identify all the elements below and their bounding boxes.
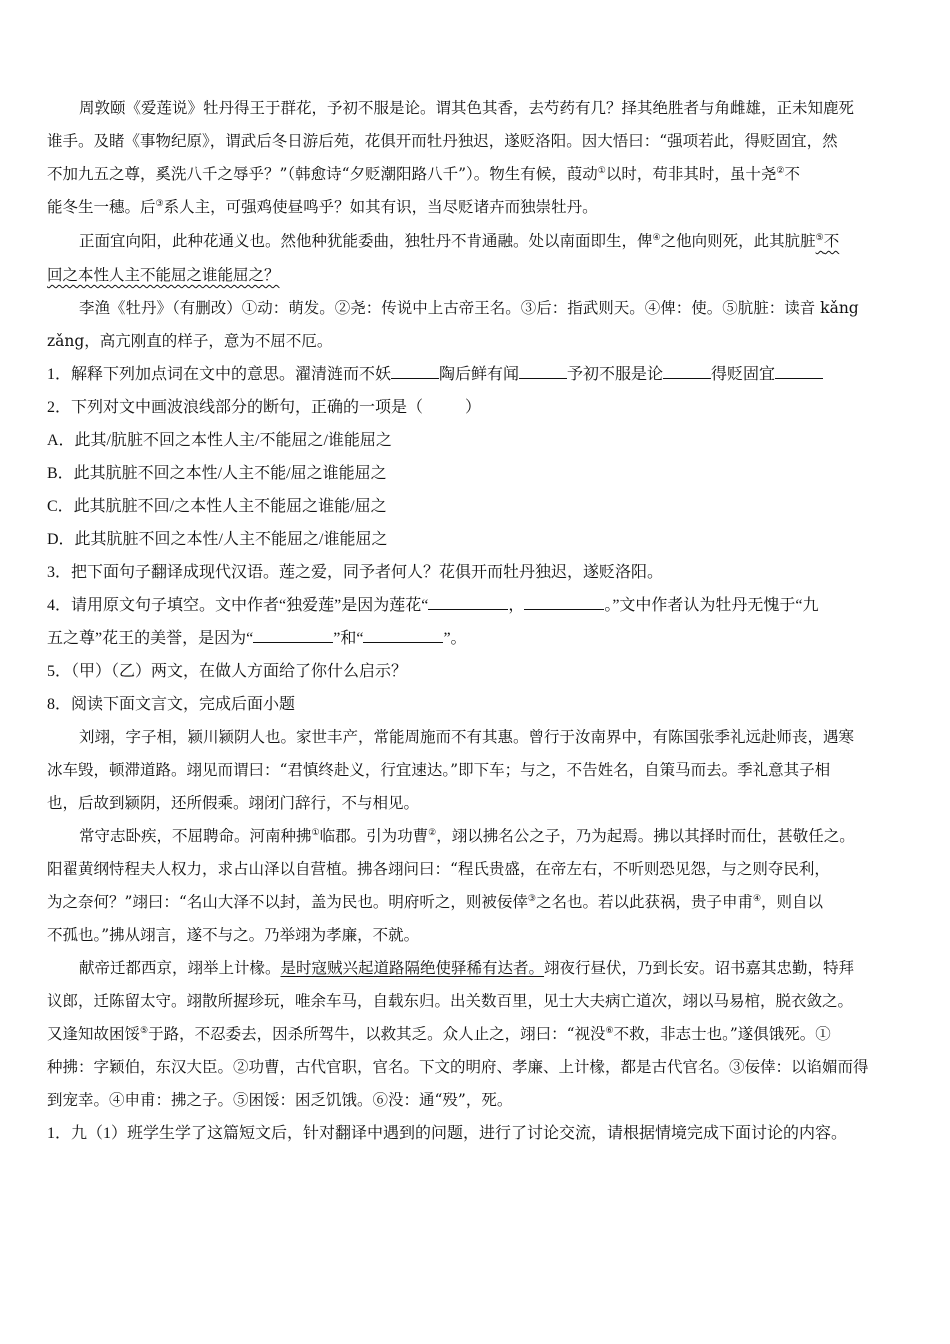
text: 4．请用原文句子填空。文中作者“独爱莲”是因为莲花“ [47, 597, 429, 614]
text: zǎng，高亢刚直的样子，意为不屈不厄。 [47, 332, 333, 350]
answer-blank[interactable] [363, 624, 443, 643]
answer-blank[interactable] [428, 591, 508, 610]
text: 予初不服是论 [567, 366, 664, 383]
answer-blank[interactable] [663, 360, 711, 379]
passage-a-line [47, 191, 903, 224]
wavy-underlined-text: 回之本性人主不能屈之谁能屈之？ [47, 266, 280, 284]
passage-b-line [47, 1018, 903, 1051]
text: ） [465, 399, 482, 416]
passage-b-line [47, 919, 903, 952]
passage-b-line [47, 952, 903, 985]
annotation-line [47, 292, 903, 325]
passage-a-line [47, 258, 903, 292]
annotation-line [47, 325, 903, 358]
text: 不加九五之尊，奚洗八千之辱乎？”（韩愈诗“夕贬潮阳路八千”）。物生有候，葭动 [47, 165, 598, 183]
text: 之他向则死，此其肮脏 [660, 232, 816, 250]
text: 不 [823, 232, 840, 250]
text: D．此其肮脏不回之本性/人主不能屈之/谁能屈之 [47, 531, 388, 548]
passage-b-line [47, 754, 903, 787]
passage-a-line [47, 158, 903, 191]
question-5 [47, 655, 903, 688]
text: 又逢知故困馁 [47, 1025, 141, 1043]
question-1 [47, 358, 903, 391]
text: B．此其肮脏不回之本性/人主不能/屈之谁能屈之 [47, 465, 387, 482]
answer-blank[interactable] [253, 624, 333, 643]
text: 正面宜向阳，此种花通义也。然他种犹能委曲，独牡丹不肯通融。处以南面即生，俾 [79, 232, 653, 250]
text: 为之奈何？”翊曰：“名山大泽不以封，盖为民也。明府听之，则被佞倖 [47, 893, 528, 911]
footnote-marker: ⑤ [815, 232, 824, 243]
question-3 [47, 556, 903, 589]
text: 1．解释下列加点词在文中的意思。濯清涟而不妖 [47, 366, 392, 383]
text: 。”文中作者认为牡丹无愧于“九 [604, 597, 819, 614]
text: 以时，苟非其时，虽十尧 [605, 165, 777, 183]
section-8 [47, 688, 903, 1150]
passage-b-line [47, 985, 903, 1018]
passage-b-line [47, 787, 903, 820]
passage-b-line [47, 820, 903, 853]
footnote-marker: ① [597, 165, 606, 176]
footnote-marker: ③ [155, 198, 164, 209]
option-d [47, 523, 903, 556]
text: ，翊以拂名公之子，乃为起焉。拂以其择时而仕，甚敬任之。 [436, 827, 855, 845]
text: 种拂：字颖伯，东汉大臣。②功曹，古代官职，官名。下文的明府、孝廉、上计椽，都是古代官名。③佞倖：以谄媚而得 [47, 1058, 869, 1076]
answer-blank[interactable] [391, 360, 439, 379]
text: ，则自以 [761, 893, 824, 911]
text: 谁手。及睹《事物纪原》，谓武后冬日游后苑，花俱开而牡丹独迟，遂贬洛阳。因大悟曰：“强项若此，得贬固宜，然 [47, 132, 838, 150]
question-4-cont [47, 622, 903, 655]
annotation-line [47, 1051, 903, 1084]
text: 不救，非志士也。”遂俱饿死。① [613, 1025, 831, 1043]
footnote-marker: ④ [652, 232, 661, 243]
answer-blank[interactable] [519, 360, 567, 379]
footnote-marker: ② [428, 827, 437, 838]
option-c [47, 490, 903, 523]
answer-blank[interactable] [775, 360, 823, 379]
footnote-marker: ④ [752, 893, 762, 904]
document-page [47, 92, 903, 1150]
passage-a-line [47, 92, 903, 125]
question-4 [47, 589, 903, 622]
passage-b-line [47, 886, 903, 919]
text: 到宠幸。④申甫：拂之子。⑤困馁：困乏饥饿。⑥没：通“殁”，死。 [47, 1091, 513, 1109]
footnote-marker: ③ [527, 893, 536, 904]
text: 议郎，迁陈留太守。翊散所握珍玩，唯余车马，自载东归。出关数百里，见士大夫病亡道次，翊以马易棺，脱衣敛之。 [47, 992, 854, 1010]
annotation-line [47, 1084, 903, 1117]
text: A．此其/肮脏不回之本性人主/不能屈之/谁能屈之 [47, 432, 392, 449]
text: 陶后鲜有闻 [439, 366, 520, 383]
section-title [47, 688, 903, 721]
text: 2．下列对文中画波浪线部分的断句，正确的一项是（ [47, 399, 424, 416]
text: 冰车毁，顿滞道路。翊见而谓曰：“君慎终赴义，行宜速达。”即下车；与之，不告姓名，自策马而去。季礼意其子相 [47, 761, 831, 779]
text: 李渔《牡丹》（有删改）①动：萌发。②尧：传说中上古帝王名。③后：指武则天。④俾：使。⑤肮脏：读音 kǎng [79, 299, 859, 317]
passage-a [47, 92, 903, 358]
text: 得贬固宜 [711, 366, 776, 383]
text: 常守志卧疾，不屈聘命。河南种拂 [79, 827, 312, 845]
option-b [47, 457, 903, 490]
passage-b-line [47, 721, 903, 754]
underlined-sentence: 是时寇贼兴起道路隔绝使驿稀有达者。 [280, 959, 545, 977]
passage-a-line [47, 125, 903, 158]
text: 献帝迁都西京，翊举上计椽。 [79, 959, 281, 977]
text: 翊夜行昼伏，乃到长安。诏书嘉其忠勤，特拜 [544, 959, 855, 977]
text: 也，后故到颍阴，还所假乘。翊闭门辞行，不与相见。 [47, 794, 420, 812]
text: ”。 [443, 630, 467, 647]
text: 五之尊”花王的美誉，是因为“ [47, 630, 254, 647]
text: 5．（甲）（乙）两文，在做人方面给了你什么启示？ [47, 663, 408, 680]
footnote-marker: ② [776, 165, 785, 176]
text: 不 [784, 165, 800, 183]
questions-a [47, 358, 903, 688]
text: 周敦颐《爱莲说》牡丹得王于群花，予初不服是论。谓其色其香，去芍药有几？择其绝胜者与角雌雄，正未知鹿死 [79, 99, 855, 117]
text: 能冬生一穗。后 [47, 198, 156, 216]
footnote-marker: ⑥ [605, 1025, 614, 1036]
footnote-marker: ① [311, 827, 320, 838]
passage-b-line [47, 853, 903, 886]
wavy-underlined-text [816, 232, 840, 250]
section-8-question-1 [47, 1117, 903, 1150]
text: ， [508, 597, 525, 614]
text: ”和“ [333, 630, 364, 647]
text: 3．把下面句子翻译成现代汉语。莲之爱，同予者何人？花俱开而牡丹独迟，遂贬洛阳。 [47, 564, 664, 581]
text: 刘翊，字子相，颍川颍阴人也。家世丰产，常能周施而不有其惠。曾行于汝南界中，有陈国张季礼远赴师丧，遇寒 [79, 728, 855, 746]
text: 1．九（1）班学生学了这篇短文后，针对翻译中遇到的问题，进行了讨论交流，请根据情境完成下面讨论的内容。 [47, 1125, 848, 1142]
text: 不孤也。”拂从翊言，遂不与之。乃举翊为孝廉，不就。 [47, 926, 420, 944]
text: 于路，不忍委去，因杀所驾牛，以救其乏。众人止之，翊曰：“视没 [148, 1025, 606, 1043]
text: 临郡。引为功曹 [319, 827, 429, 845]
answer-blank[interactable] [524, 591, 604, 610]
footnote-marker: ⑤ [140, 1025, 149, 1036]
text: 系人主，可强鸡使昼鸣乎？如其有识，当尽贬诸卉而独崇牡丹。 [163, 198, 598, 216]
text: 之名也。若以此获祸，贵子申甫 [535, 893, 753, 911]
question-2 [47, 391, 903, 424]
option-a [47, 424, 903, 457]
passage-a-line [47, 224, 903, 258]
text: 阳翟黄纲恃程夫人权力，求占山泽以自营植。拂各翊问曰：“程氏贵盛，在帝左右，不听则恐见怨，与之则夺民利， [47, 860, 830, 878]
text: 8．阅读下面文言文，完成后面小题 [47, 696, 296, 713]
text: C．此其肮脏不回/之本性人主不能屈之谁能/屈之 [47, 498, 387, 515]
